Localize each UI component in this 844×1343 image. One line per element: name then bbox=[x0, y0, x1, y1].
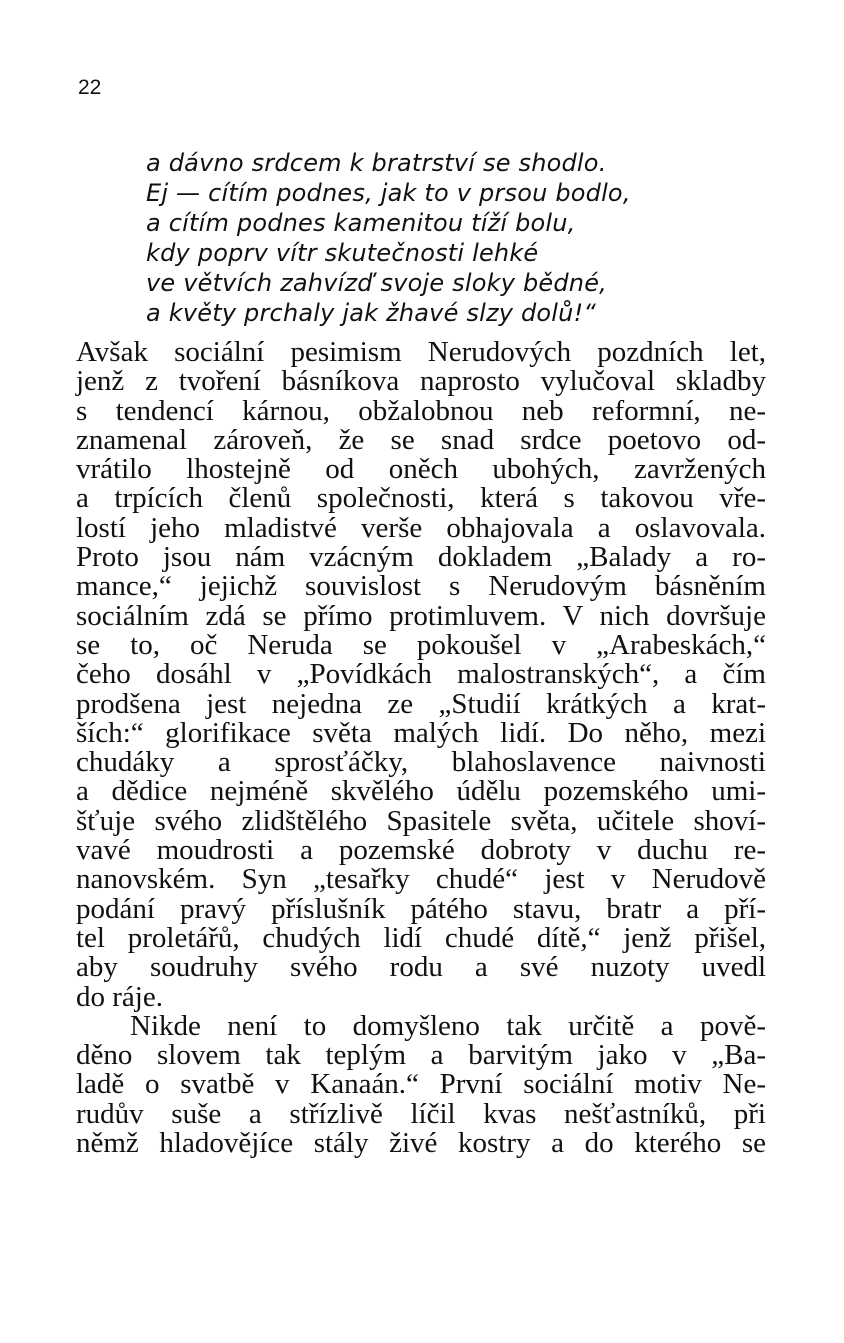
text-line: tel proletářů, chudých lidí chudé dítě,“ jenž přišel, bbox=[76, 921, 766, 954]
text-line: a trpících členů společnosti, která s takovou vře- bbox=[76, 482, 766, 515]
text-line: děno slovem tak teplým a barvitým jako v „Ba- bbox=[76, 1039, 766, 1072]
text-line: aby soudruhy svého rodu a své nuzoty uvedl bbox=[76, 951, 766, 984]
text-line: Avšak sociální pesimism Nerudových pozdních let, bbox=[76, 336, 766, 368]
text-line: Nikde není to domyšleno tak určitě a pově- bbox=[130, 1009, 766, 1042]
text-line: nanovském. Syn „tesařky chudé“ jest v Nerudově bbox=[76, 863, 766, 896]
text-line: šťuje svého zlidštělého Spasitele světa, učitele shoví- bbox=[76, 804, 766, 837]
paragraph-2 bbox=[76, 1009, 766, 1160]
text-line: ších:“ glorifikace světa malých lidí. Do něho, mezi bbox=[76, 716, 766, 749]
body-text bbox=[76, 338, 766, 1158]
text-line: Proto jsou nám vzácným dokladem „Balady a ro- bbox=[76, 541, 766, 574]
text-line: lostí jeho mladistvé verše obhajovala a oslavovala. bbox=[76, 511, 766, 544]
verse-stanza bbox=[146, 148, 786, 328]
text-line: podání pravý příslušník pátého stavu, bratr a pří- bbox=[76, 892, 766, 925]
text-line: vavé moudrosti a pozemské dobroty v duchu re- bbox=[76, 834, 766, 867]
verse-line: a květy prchaly jak žhavé slzy dolů!“ bbox=[146, 299, 597, 327]
verse-line: ve větvích zahvízď svoje sloky bědné, bbox=[146, 269, 608, 297]
text-line: němž hladovějíce stály živé kostry a do kterého se bbox=[76, 1127, 766, 1160]
verse-line: a dávno srdcem k bratrství se shodlo. bbox=[146, 149, 607, 177]
text-line: čeho dosáhl v „Povídkách malostranských“, a čím bbox=[76, 658, 766, 691]
text-line: s tendencí kárnou, obžalobnou neb reformní, ne- bbox=[76, 394, 766, 427]
text-line: se to, oč Neruda se pokoušel v „Arabeskách,“ bbox=[76, 628, 766, 661]
text-line: ladě o svatbě v Kanaán.“ První sociální motiv Ne- bbox=[76, 1068, 766, 1101]
verse-line: kdy poprv vítr skutečnosti lehké bbox=[146, 239, 539, 267]
text-line: rudův suše a střízlivě líčil kvas nešťastníků, při bbox=[76, 1097, 766, 1130]
page-number: 22 bbox=[78, 76, 102, 99]
paragraph-1 bbox=[76, 338, 766, 1012]
text-line: mance,“ jejichž souvislost s Nerudovým básněním bbox=[76, 570, 766, 603]
text-line: znamenal zároveň, že se snad srdce poetovo od- bbox=[76, 423, 766, 456]
text-line: vrátilo lhostejně od oněch ubohých, zavržených bbox=[76, 453, 766, 486]
text-line: sociálním zdá se přímo protimluvem. V nich dovršuje bbox=[76, 599, 766, 632]
text-line: jenž z tvoření básníkova naprosto vylučoval skladby bbox=[76, 365, 766, 398]
verse-line: a cítím podnes kamenitou tíží bolu, bbox=[146, 209, 576, 237]
text-line: do ráje. bbox=[76, 980, 163, 1013]
verse-line: Ej — cítím podnes, jak to v prsou bodlo, bbox=[146, 179, 631, 207]
text-line: a dědice nejméně skvělého údělu pozemského umi- bbox=[76, 775, 766, 808]
text-line: chudáky a sprosťáčky, blahoslavence naivnosti bbox=[76, 746, 766, 779]
text-line: prodšena jest nejedna ze „Studií krátkých a krat- bbox=[76, 687, 766, 720]
